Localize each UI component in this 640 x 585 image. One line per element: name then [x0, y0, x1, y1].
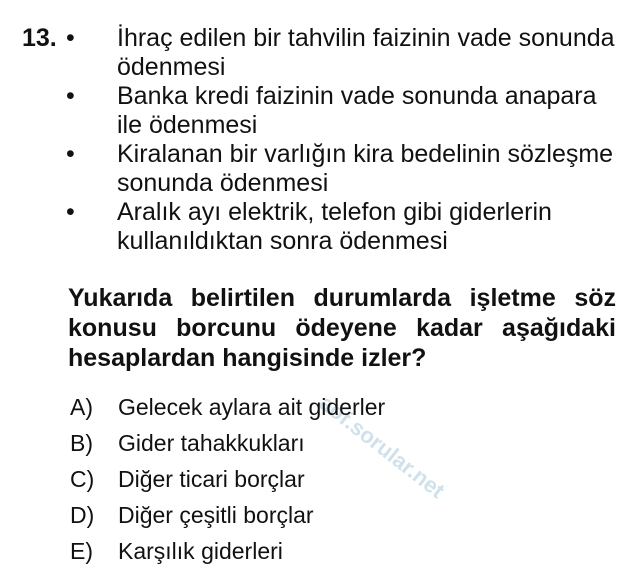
option-text: Gider tahakkukları — [118, 430, 305, 456]
option-letter: D) — [70, 502, 95, 528]
option-d[interactable] — [70, 497, 385, 533]
bullet-icon: • — [66, 82, 75, 110]
premise-item — [64, 24, 634, 82]
premise-line: İhraç edilen bir tahvilin faizinin vade sonunda — [117, 24, 615, 52]
option-c[interactable] — [70, 461, 385, 497]
premise-line: Kiralanan bir varlığın kira bedelinin sözleşme — [117, 140, 614, 168]
premise-line: Banka kredi faizinin vade sonunda anapara — [117, 82, 597, 110]
option-text: Diğer ticari borçlar — [118, 466, 305, 492]
option-b[interactable] — [70, 425, 385, 461]
watermark-diagonal: aof.sorular.net — [314, 390, 450, 504]
premise-list — [64, 24, 634, 256]
option-text: Diğer çeşitli borçlar — [118, 502, 314, 528]
option-a[interactable] — [70, 389, 385, 425]
option-letter: E) — [70, 538, 93, 564]
bullet-icon: • — [66, 24, 75, 52]
premise-item — [64, 198, 634, 256]
premise-line: ile ödenmesi — [117, 111, 258, 139]
question-number: 13. — [22, 24, 57, 52]
bullet-icon: • — [66, 198, 75, 226]
option-text: Gelecek aylara ait giderler — [118, 394, 386, 420]
option-letter: C) — [70, 466, 95, 492]
premise-item — [64, 82, 634, 140]
premise-line: sonunda ödenmesi — [117, 169, 329, 197]
premise-line: Aralık ayı elektrik, telefon gibi giderlerin — [117, 198, 552, 226]
option-e[interactable] — [70, 533, 385, 569]
premise-line: kullanıldıktan sonra ödenmesi — [117, 227, 448, 255]
option-letter: A) — [70, 394, 93, 420]
premise-item — [64, 140, 634, 198]
option-letter: B) — [70, 430, 93, 456]
question-stem: Yukarıda belirtilen durumlarda işletme söz konusu borcunu ödeyene kadar aşağıdaki hesaplardan hangisinde izler? — [68, 284, 616, 372]
premise-line: ödenmesi — [117, 53, 226, 81]
answer-options — [70, 389, 385, 569]
option-text: Karşılık giderleri — [118, 538, 283, 564]
bullet-icon: • — [66, 140, 75, 168]
